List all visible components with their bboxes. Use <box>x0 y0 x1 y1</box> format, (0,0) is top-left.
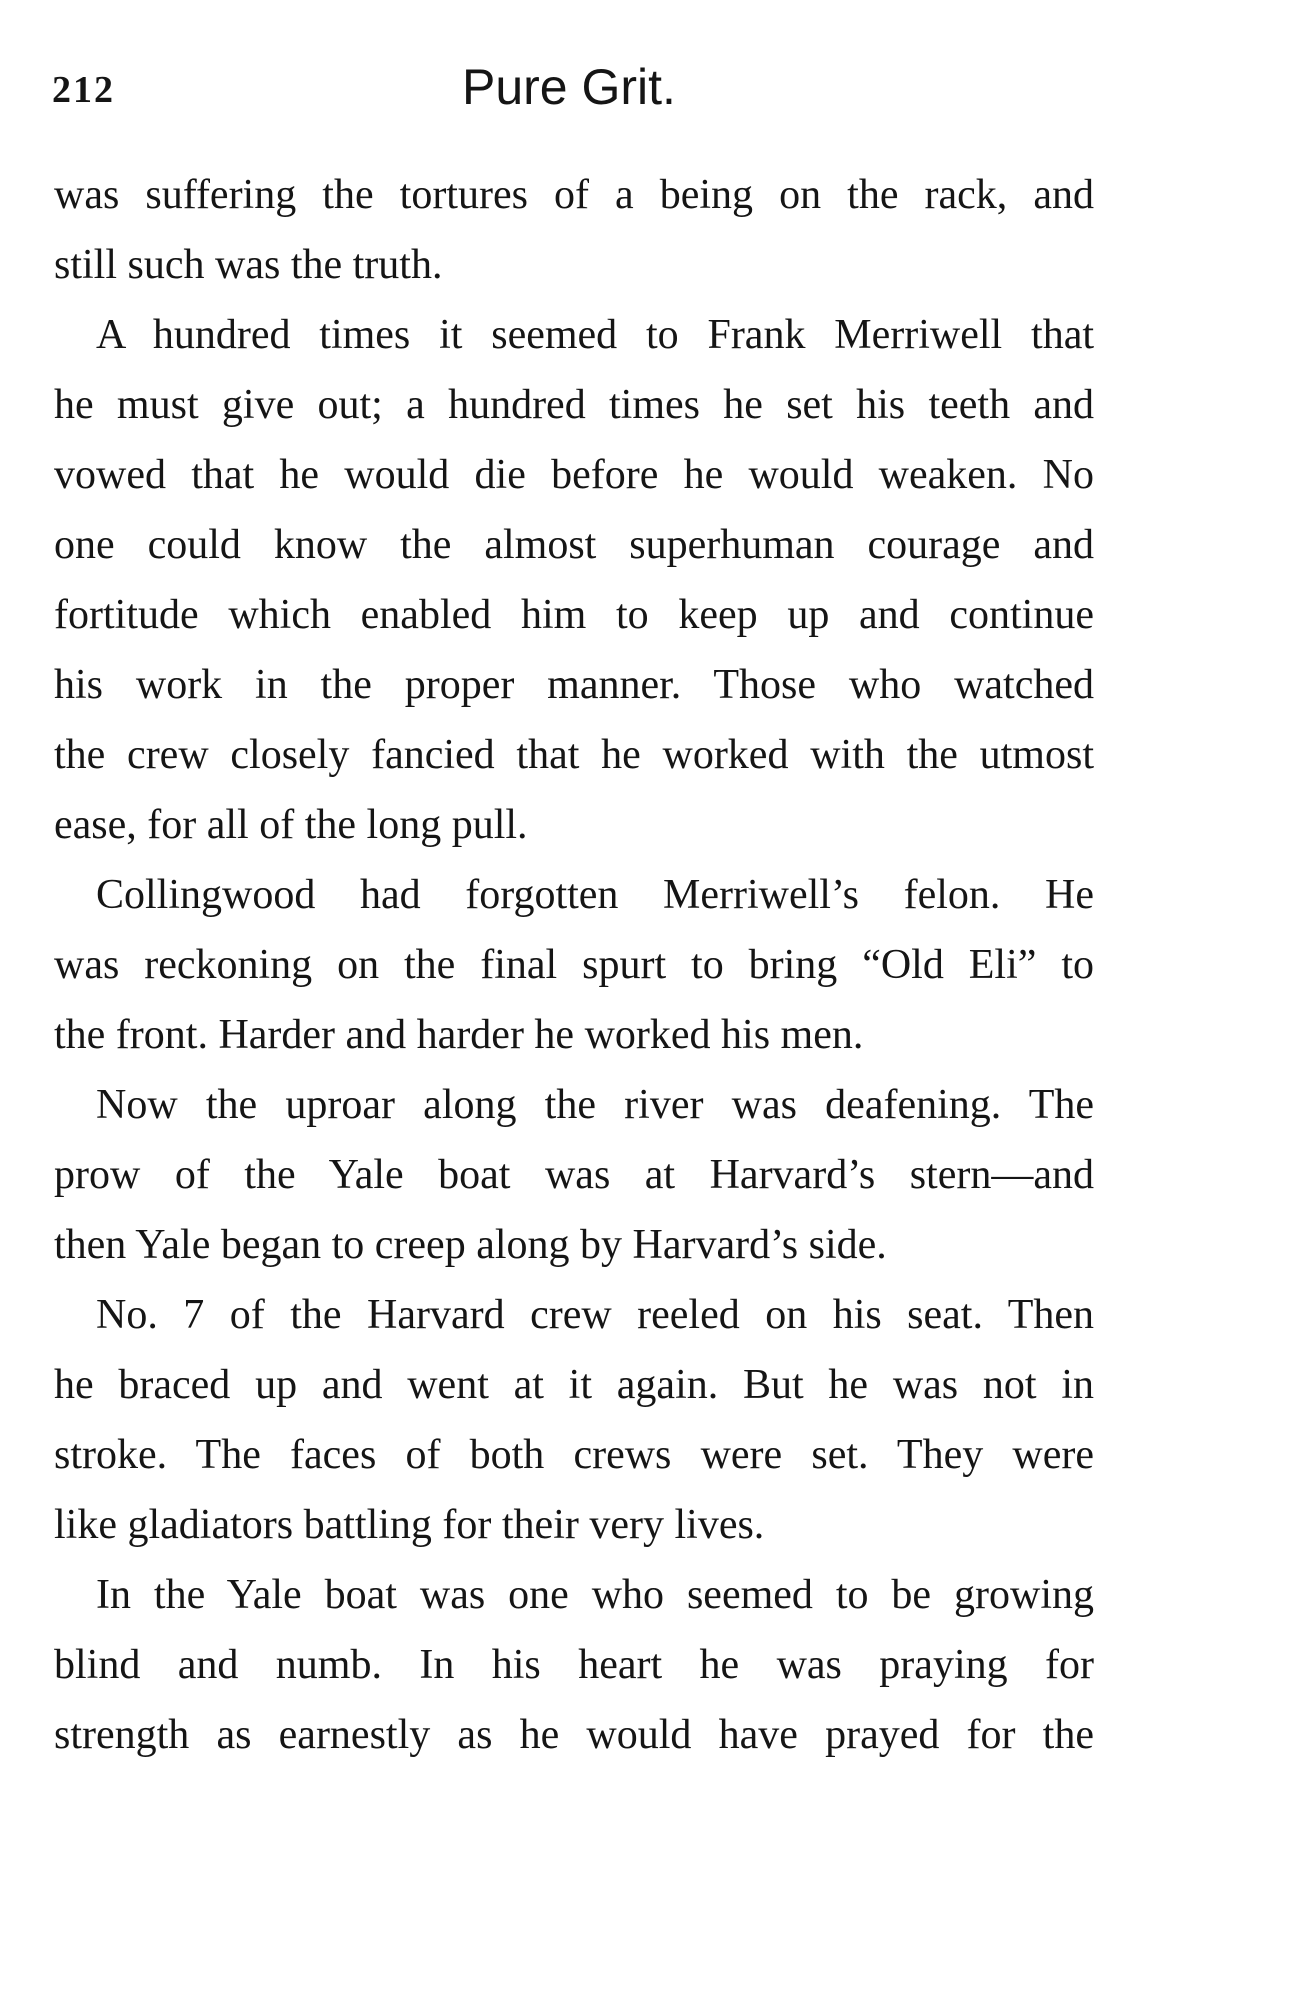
text-line: vowed that he would die before he would weaken. No <box>54 452 1094 498</box>
running-head <box>52 58 1092 128</box>
page-number: 212 <box>52 69 115 111</box>
text-line: was reckoning on the final spurt to bring “Old Eli” to <box>54 942 1094 988</box>
text-line: fortitude which enabled him to keep up and continue <box>54 592 1094 638</box>
running-title: Pure Grit. <box>462 59 676 115</box>
text-line: No. 7 of the Harvard crew reeled on his seat. Then <box>96 1292 1094 1338</box>
text-line: A hundred times it seemed to Frank Merriwell that <box>96 312 1094 358</box>
text-line: blind and numb. In his heart he was praying for <box>54 1642 1094 1688</box>
text-line: then Yale began to creep along by Harvard’s side. <box>54 1222 887 1268</box>
body-text <box>54 160 1094 1770</box>
text-line: the front. Harder and harder he worked his men. <box>54 1012 864 1058</box>
text-line: still such was the truth. <box>54 242 443 288</box>
text-line: like gladiators battling for their very lives. <box>54 1502 765 1548</box>
text-line: strength as earnestly as he would have prayed for the <box>54 1712 1094 1758</box>
text-line: one could know the almost superhuman courage and <box>54 522 1094 568</box>
text-line: Collingwood had forgotten Merriwell’s felon. He <box>96 872 1094 918</box>
text-line: prow of the Yale boat was at Harvard’s stern—and <box>54 1152 1094 1198</box>
text-line: his work in the proper manner. Those who watched <box>54 662 1094 708</box>
text-line: Now the uproar along the river was deafening. The <box>96 1082 1094 1128</box>
text-line: In the Yale boat was one who seemed to be growing <box>96 1572 1094 1618</box>
text-line: stroke. The faces of both crews were set. They were <box>54 1432 1094 1478</box>
text-line: was suffering the tortures of a being on the rack, and <box>54 172 1094 218</box>
text-line: ease, for all of the long pull. <box>54 802 528 848</box>
text-line: he must give out; a hundred times he set his teeth and <box>54 382 1094 428</box>
text-line: he braced up and went at it again. But he was not in <box>54 1362 1094 1408</box>
text-line: the crew closely fancied that he worked with the utmost <box>54 732 1094 778</box>
